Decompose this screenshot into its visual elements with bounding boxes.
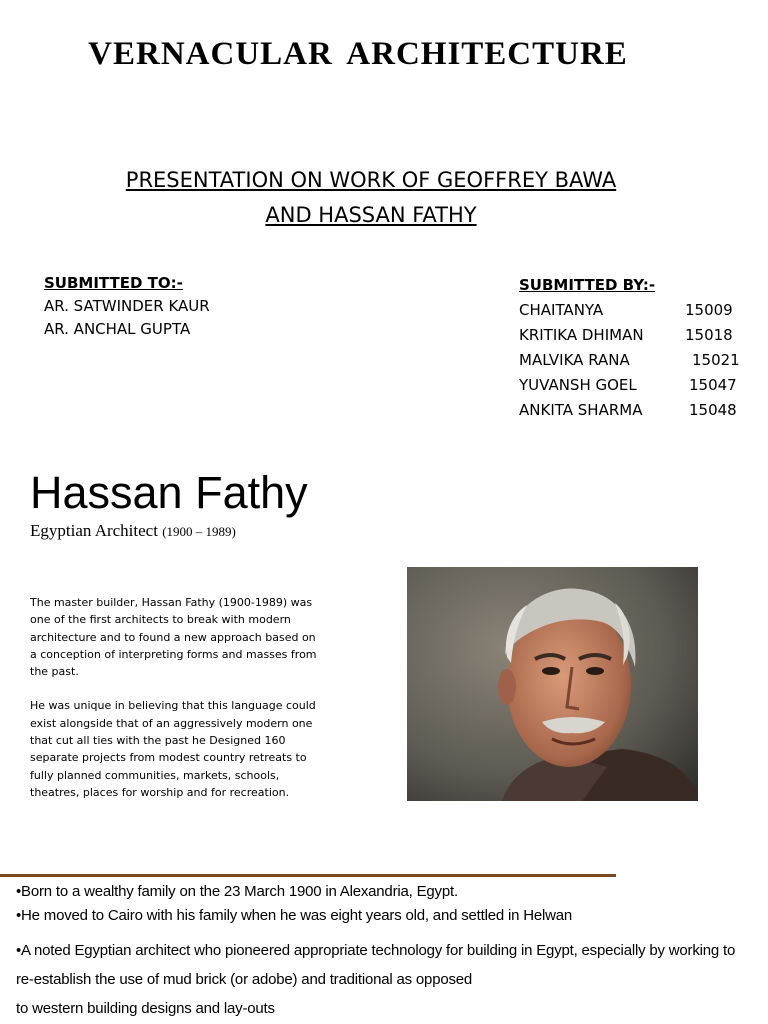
biography: [30, 594, 320, 818]
fact-item: •He moved to Cairo with his family when he was eight years old, and settled in Helwan: [16, 907, 573, 924]
submitted-to-heading: SUBMITTED TO:-: [44, 274, 183, 292]
portrait-photo: [407, 567, 698, 801]
member-roll: 15048: [689, 401, 737, 419]
fact-item: •A noted Egyptian architect who pioneered appropriate technology for building in Egypt, especially by working to re-establish the use of mud brick (or adobe) and traditional as opposed: [16, 942, 736, 988]
member-row: [519, 398, 759, 423]
bio-paragraph: The master builder, Hassan Fathy (1900-1989) was one of the first architects to break with modern architecture and to found a new approach based on a conception of interpreting forms and masses from the past.: [30, 596, 317, 679]
member-row: [519, 323, 759, 348]
fact-item: •Born to a wealthy family on the 23 March 1900 in Alexandria, Egypt.: [16, 883, 458, 900]
member-roll: 15009: [685, 301, 733, 319]
member-name: KRITIKA DHIMAN: [519, 326, 644, 344]
subtitle-line-2: AND HASSAN FATHY: [265, 203, 477, 227]
life-years: (1900 – 1989): [162, 524, 236, 539]
presentation-subtitle: [0, 163, 742, 233]
faculty-name: AR. SATWINDER KAUR: [44, 297, 210, 315]
member-name: MALVIKA RANA: [519, 351, 630, 369]
member-roll: 15018: [685, 326, 733, 344]
role-text: Egyptian Architect: [30, 521, 158, 540]
member-name: ANKITA SHARMA: [519, 401, 643, 419]
member-row: [519, 373, 759, 398]
submitted-to-block: [44, 272, 210, 341]
page-title: VERNACULAR ARCHITECTURE: [88, 36, 628, 72]
member-row: [519, 348, 759, 373]
fact-item-continued: to western building designs and lay-outs: [16, 1000, 275, 1017]
member-name: CHAITANYA: [519, 301, 604, 319]
faculty-name: AR. ANCHAL GUPTA: [44, 320, 191, 338]
member-name: YUVANSH GOEL: [519, 376, 637, 394]
member-roll: 15047: [689, 376, 737, 394]
architect-name: Hassan Fathy: [30, 467, 308, 518]
submitted-by-block: [519, 273, 759, 423]
section-divider: [0, 874, 616, 877]
subtitle-line-1: PRESENTATION ON WORK OF GEOFFREY BAWA: [125, 168, 617, 192]
member-row: [519, 298, 759, 323]
submitted-by-heading: SUBMITTED BY:-: [519, 276, 656, 294]
facts-list: [16, 880, 756, 1023]
bio-paragraph: He was unique in believing that this language could exist alongside that of an aggressively modern one that cut all ties with the past he Designed 160 separate projects from modest country retreats to fully planned communities, markets, schools, theatres, places for worship and for recreation.: [30, 699, 316, 799]
member-roll: 15021: [692, 351, 740, 369]
architect-role: [30, 521, 236, 541]
